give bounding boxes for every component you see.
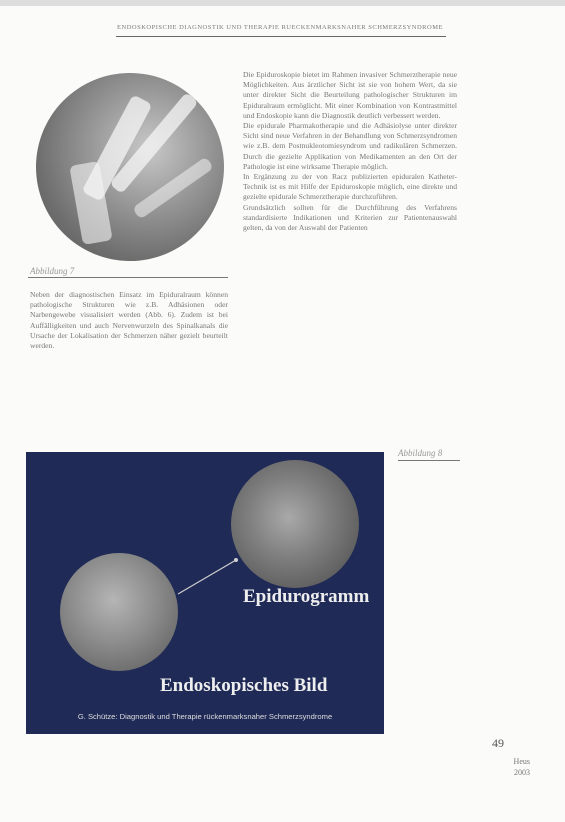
caption-rule-left [28,277,228,278]
figure-caption-right: Abbildung 8 [398,448,443,458]
figure-caption-left: Abbildung 7 [30,266,75,276]
right-paragraph-2: Die epidurale Pharmakotherapie und die Adhäsiolyse unter direkter Sicht sind neue Verfahren in der Behandlung von Schmerzsyndromen wie z.B. dem Postnukleotomiesyndrom und radikulären Schmerzen. Durch die gezielte Applikation von Medikamenten an den Ort der Pathologie ist eine wirksame Therapie möglich. [243,121,457,171]
right-paragraph-1: Die Epiduroskopie bietet im Rahmen invasiver Schmerztherapie neue Möglichkeiten. Aus ärztlicher Sicht ist sie von hohem Wert, da sie unter direkter Sicht die Beurteilung pathologischer Strukturen im Epiduralraum ermöglicht. Mit einer Kombination von Kontrastmittel und Endoskopie kann die Diagnostik deutlich verbessert werden. [243,70,457,120]
footer-line-1: Heus [513,757,530,766]
endoscopy-label: Endoskopisches Bild [160,675,328,696]
figure-bottom-caption: G. Schütze: Diagnostik und Therapie rückenmarksnaher Schmerzsyndrome [77,712,333,721]
header-rule [116,36,446,37]
epidurogram-label: Epidurogramm [243,586,370,607]
page-top-edge [0,0,565,6]
page-number: 49 [492,736,504,750]
right-paragraph-3: In Ergänzung zu der von Racz publizierten epiduralen Katheter-Technik ist es mit Hilfe der Epiduroskopie möglich, eine direkte und gezielte epidurale Schmerztherapie durchzuführen. [243,172,457,202]
footer-line-2: 2003 [514,768,530,777]
right-paragraph-4: Grundsätzlich sollten für die Durchführung des Verfahrens standardisierte Indikationen und Kriterien zur Patientenauswahl gelten, da von der Auswahl der Patienten [243,202,457,233]
endoscopic-image [60,553,178,671]
running-header: ENDOSKOPISCHE DIAGNOSTIK UND THERAPIE RUECKENMARKSNAHER SCHMERZSYNDROME [117,24,443,31]
caption-rule-right [398,460,460,461]
epidurogram-image [231,460,359,588]
left-paragraph: Neben der diagnostischen Einsatz im Epiduralraum können pathologische Strukturen wie z.B. Adhäsionen oder Narbengewebe visualisiert werden (Abb. 6). Zudem ist bei Auffälligkeiten und auch Nervenwurzeln des Spinalkanals die Ursache der Lokalisation der Schmerzen näher gezielt beurteilt werden. [30,290,228,351]
right-text-column [243,70,457,233]
endoscopy-image [36,73,224,261]
left-text-column [30,290,228,351]
